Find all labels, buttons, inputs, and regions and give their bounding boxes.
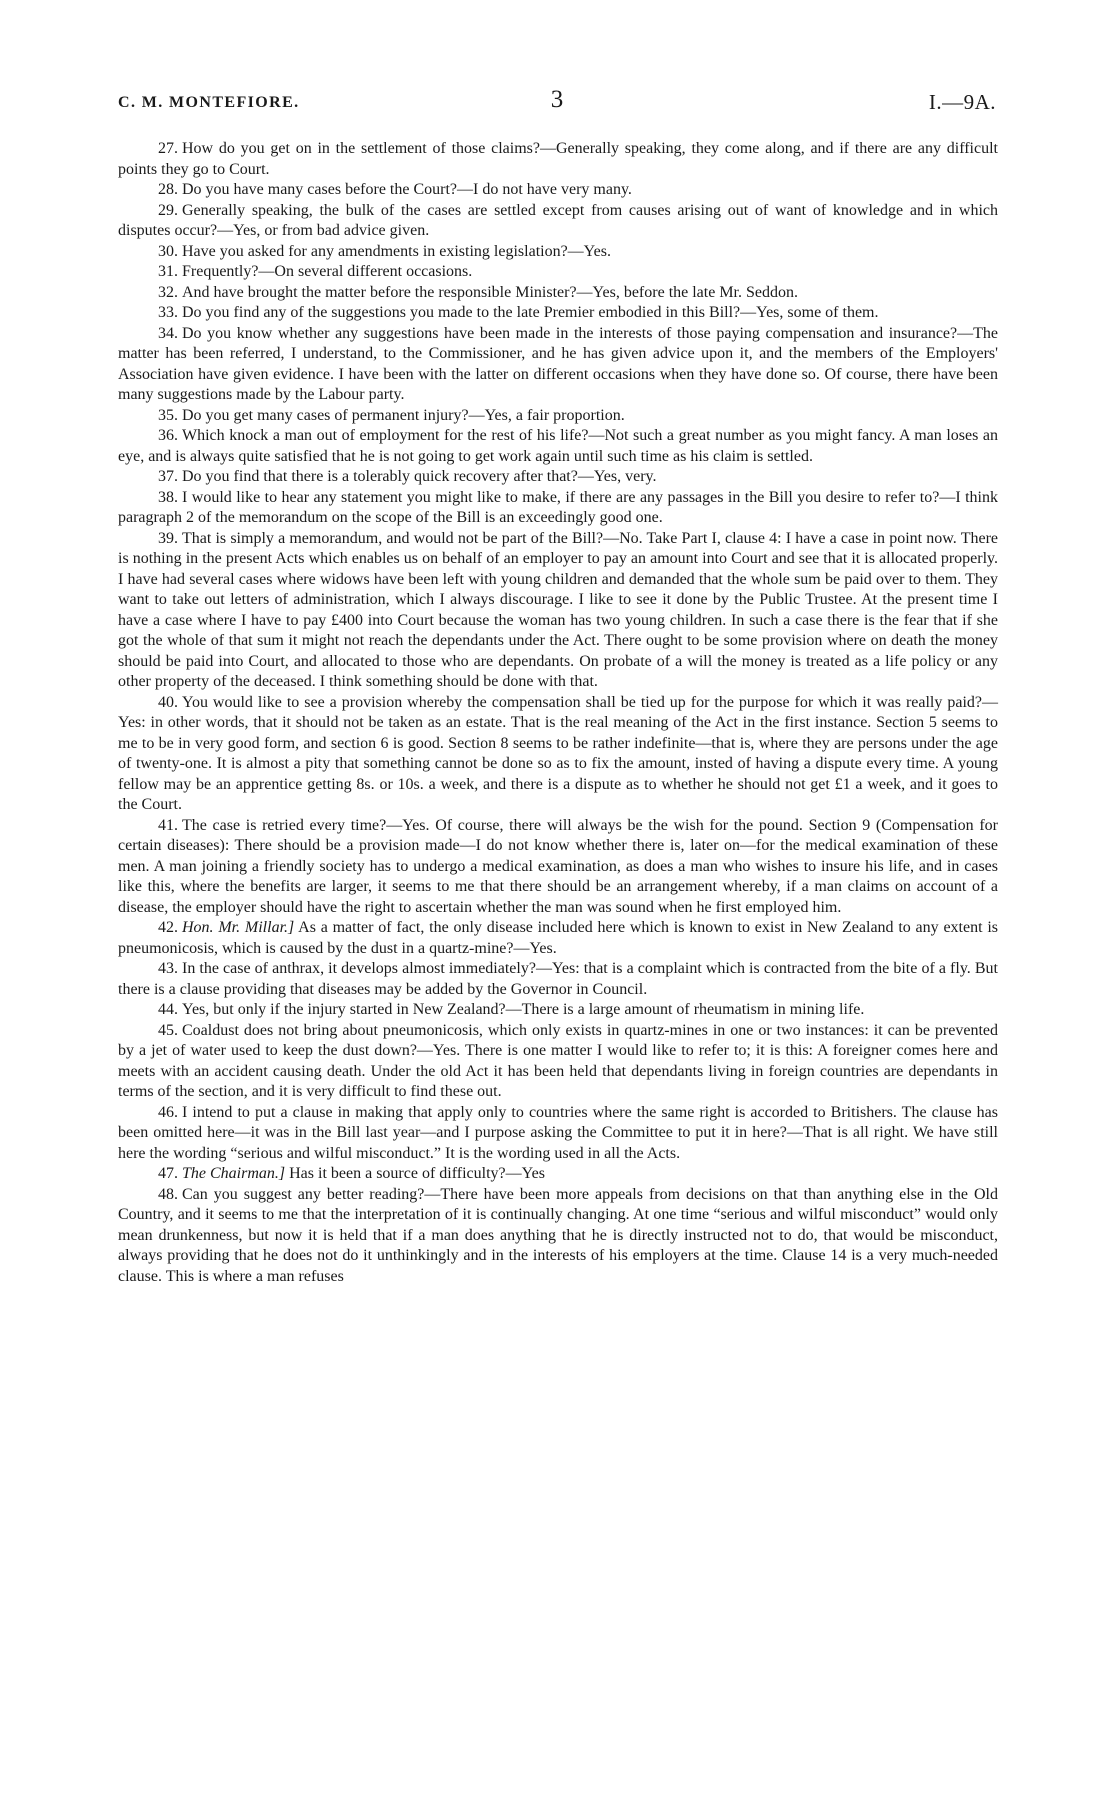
question-number: 27. xyxy=(158,140,178,157)
question-number: 34. xyxy=(158,324,178,342)
question-paragraph xyxy=(118,1103,998,1165)
question-paragraph xyxy=(118,406,998,427)
paragraph-text: Frequently?—On several different occasions. xyxy=(182,263,473,280)
paragraph-text: That is simply a memorandum, and would not be part of the Bill?—No. Take Part I, clause 4: I have a case in point now. There is nothing in the present Acts which enables us on behalf of an employer to pay an amount into Court and see that it is allocated properly. I have had several cases where widows have been left with young children and demanded that the whole sum be paid over to them. They want to take out letters of administration, which I always discourage. I like to see it done by the Public Trustee. At the present time I have a case where I have to pay £400 into Court because the woman has two young children. In such a case there is the fear that if she got the whole of that sum it might not reach the dependants under the Act. There ought to be some provision where on death the money should be paid into Court, and allocated to those who are dependants. On probate of a will the money is treated as a life policy or any other property of the deceased. I think something should be done with that. xyxy=(118,529,998,690)
question-number: 47. xyxy=(158,1165,178,1182)
question-number: 33. xyxy=(158,304,178,321)
paragraph-text: Can you suggest any better reading?—There have been more appeals from decisions on that than anything else in the Old Country, and it seems to me that the interpretation of it is continually changing. At one time “serious and wilful misconduct” would only mean drunkenness, but now it is held that if a man does anything that he is directly instructed not to do, that would be misconduct, always providing that he does not do it unthinkingly and in the interests of his employers at the time. Clause 14 is a very much-needed clause. This is where a man refuses xyxy=(118,1185,998,1285)
question-paragraph xyxy=(118,139,998,180)
question-paragraph xyxy=(118,959,998,1000)
paragraph-text: As a matter of fact, the only disease included here which is known to exist in New Zealand to any extent is pneumonicosis, which is caused by the dust in a quartz-mine?—Yes. xyxy=(118,919,998,957)
question-number: 36. xyxy=(158,427,178,444)
paragraph-text: Generally speaking, the bulk of the cases are settled except from causes arising out of want of knowledge and in which disputes occur?—Yes, or from bad advice given. xyxy=(118,201,998,239)
question-number: 38. xyxy=(158,488,178,506)
question-paragraph xyxy=(118,262,998,283)
question-number: 44. xyxy=(158,1001,178,1018)
paragraph-text: Do you find that there is a tolerably quick recovery after that?—Yes, very. xyxy=(182,468,657,485)
question-paragraph xyxy=(118,529,998,693)
question-paragraph xyxy=(118,1021,998,1103)
question-number: 30. xyxy=(158,242,178,260)
paragraph-text: Yes, but only if the injury started in New Zealand?—There is a large amount of rheumatism in mining life. xyxy=(182,1001,865,1018)
question-number: 41. xyxy=(158,816,178,834)
paragraph-text: And have brought the matter before the responsible Minister?—Yes, before the late Mr. Seddon. xyxy=(182,283,798,301)
question-number: 42. xyxy=(158,919,178,936)
paragraph-text: Do you get many cases of permanent injury?—Yes, a fair proportion. xyxy=(182,406,625,424)
question-paragraph xyxy=(118,324,998,406)
question-number: 28. xyxy=(158,181,178,198)
question-number: 48. xyxy=(158,1185,178,1203)
question-paragraph xyxy=(118,816,998,919)
page-header xyxy=(118,86,996,122)
paragraph-text: Do you know whether any suggestions have been made in the interests of those paying compensation and insurance?—The matter has been referred, I understand, to the Commissioner, and he has given advice upon it, and the members of the Employers' Association have given evidence. I have been with the latter on different occasions when they have done so. Of course, there have been many suggestions made by the Labour party. xyxy=(118,324,998,403)
question-number: 32. xyxy=(158,283,178,301)
question-paragraph xyxy=(118,918,998,959)
question-paragraph xyxy=(118,488,998,529)
question-number: 46. xyxy=(158,1103,178,1121)
question-paragraph xyxy=(118,1000,998,1021)
question-paragraph xyxy=(118,693,998,816)
question-number: 45. xyxy=(158,1021,178,1039)
paragraph-text: I would like to hear any statement you might like to make, if there are any passages in the Bill you desire to refer to?—I think paragraph 2 of the memorandum on the scope of the Bill is an exceedingly good one. xyxy=(118,488,998,526)
question-number: 39. xyxy=(158,529,178,547)
speaker-name: Hon. Mr. Millar.] xyxy=(182,919,295,936)
question-number: 35. xyxy=(158,406,178,424)
speaker-name: The Chairman.] xyxy=(182,1165,286,1182)
paragraph-text: Do you find any of the suggestions you made to the late Premier embodied in this Bill?—Yes, some of them. xyxy=(182,304,879,321)
question-number: 40. xyxy=(158,693,178,711)
question-paragraph xyxy=(118,180,998,201)
question-paragraph xyxy=(118,303,998,324)
question-paragraph xyxy=(118,426,998,467)
paragraph-text: Have you asked for any amendments in existing legislation?—Yes. xyxy=(182,242,611,260)
question-paragraph xyxy=(118,283,998,304)
paragraph-text: In the case of anthrax, it develops almost immediately?—Yes: that is a complaint which is contracted from the bite of a fly. But there is a clause providing that diseases may be added by the Governor in Council. xyxy=(118,960,998,998)
question-number: 31. xyxy=(158,263,178,280)
question-number: 37. xyxy=(158,468,178,485)
witness-name: C. M. MONTEFIORE. xyxy=(118,94,300,111)
question-paragraph xyxy=(118,201,998,242)
paragraph-text: The case is retried every time?—Yes. Of course, there will always be the wish for the pound. Section 9 (Compensation for certain diseases): There should be a provision made—I do not know whether there is, later on—for the medical examination of these men. A man joining a friendly society has to undergo a medical examination, as does a man who wishes to insure his life, and in cases like this, where the benefits are larger, it seems to me that there should be an arrangement whereby, if a man claims on account of a disease, the employer should have the right to ascertain whether the man was sound when he first employed him. xyxy=(118,816,998,916)
question-paragraph xyxy=(118,1164,998,1185)
paper-reference: I.—9A. xyxy=(928,90,996,114)
paragraph-text: Which knock a man out of employment for the rest of his life?—Not such a great number as you might fancy. A man loses an eye, and is always quite satisfied that he is not going to get work again until such time as his claim is settled. xyxy=(118,427,998,465)
paragraph-text: Coaldust does not bring about pneumonicosis, which only exists in quartz-mines in one or two instances: it can be prevented by a jet of water used to keep the dust down?—Yes. There is one matter I would like to refer to; it is this: A foreigner comes here and meets with an accident causing death. Under the old Act it has been held that dependants living in foreign countries are dependants in terms of the section, and it is very difficult to find these out. xyxy=(118,1021,998,1100)
paragraph-text: Has it been a source of difficulty?—Yes xyxy=(289,1165,545,1182)
page-number: 3 xyxy=(550,86,564,113)
paragraph-text: Do you have many cases before the Court?—I do not have very many. xyxy=(182,181,632,198)
question-number: 29. xyxy=(158,201,178,219)
question-paragraph xyxy=(118,242,998,263)
question-number: 43. xyxy=(158,960,178,977)
paragraph-text: How do you get on in the settlement of those claims?—Generally speaking, they come along, and if there are any difficult points they go to Court. xyxy=(118,140,998,178)
paragraph-text: I intend to put a clause in making that apply only to countries where the same right is accorded to Britishers. The clause has been omitted here—it was in the Bill last year—and I purpose asking the Committee to put it in here?—That is all right. We have still here the wording “serious and wilful misconduct.” It is the wording used in all the Acts. xyxy=(118,1103,998,1162)
question-paragraph xyxy=(118,1185,998,1288)
document-body xyxy=(118,139,998,1287)
question-paragraph xyxy=(118,467,998,488)
paragraph-text: You would like to see a provision whereby the compensation shall be tied up for the purpose for which it was really paid?—Yes: in other words, that it should not be taken as an estate. That is the real meaning of the Act in the first instance. Section 5 seems to me to be in very good form, and section 6 is good. Section 8 seems to be rather indefinite—that is, where they are persons under the age of twenty-one. It is almost a pity that something cannot be done so as to fix the amount, insted of having a dispute every time. A young fellow may be an apprentice getting 8s. or 10s. a week, and there is a dispute as to whether he should not get £1 a week, and it goes to the Court. xyxy=(118,693,998,813)
